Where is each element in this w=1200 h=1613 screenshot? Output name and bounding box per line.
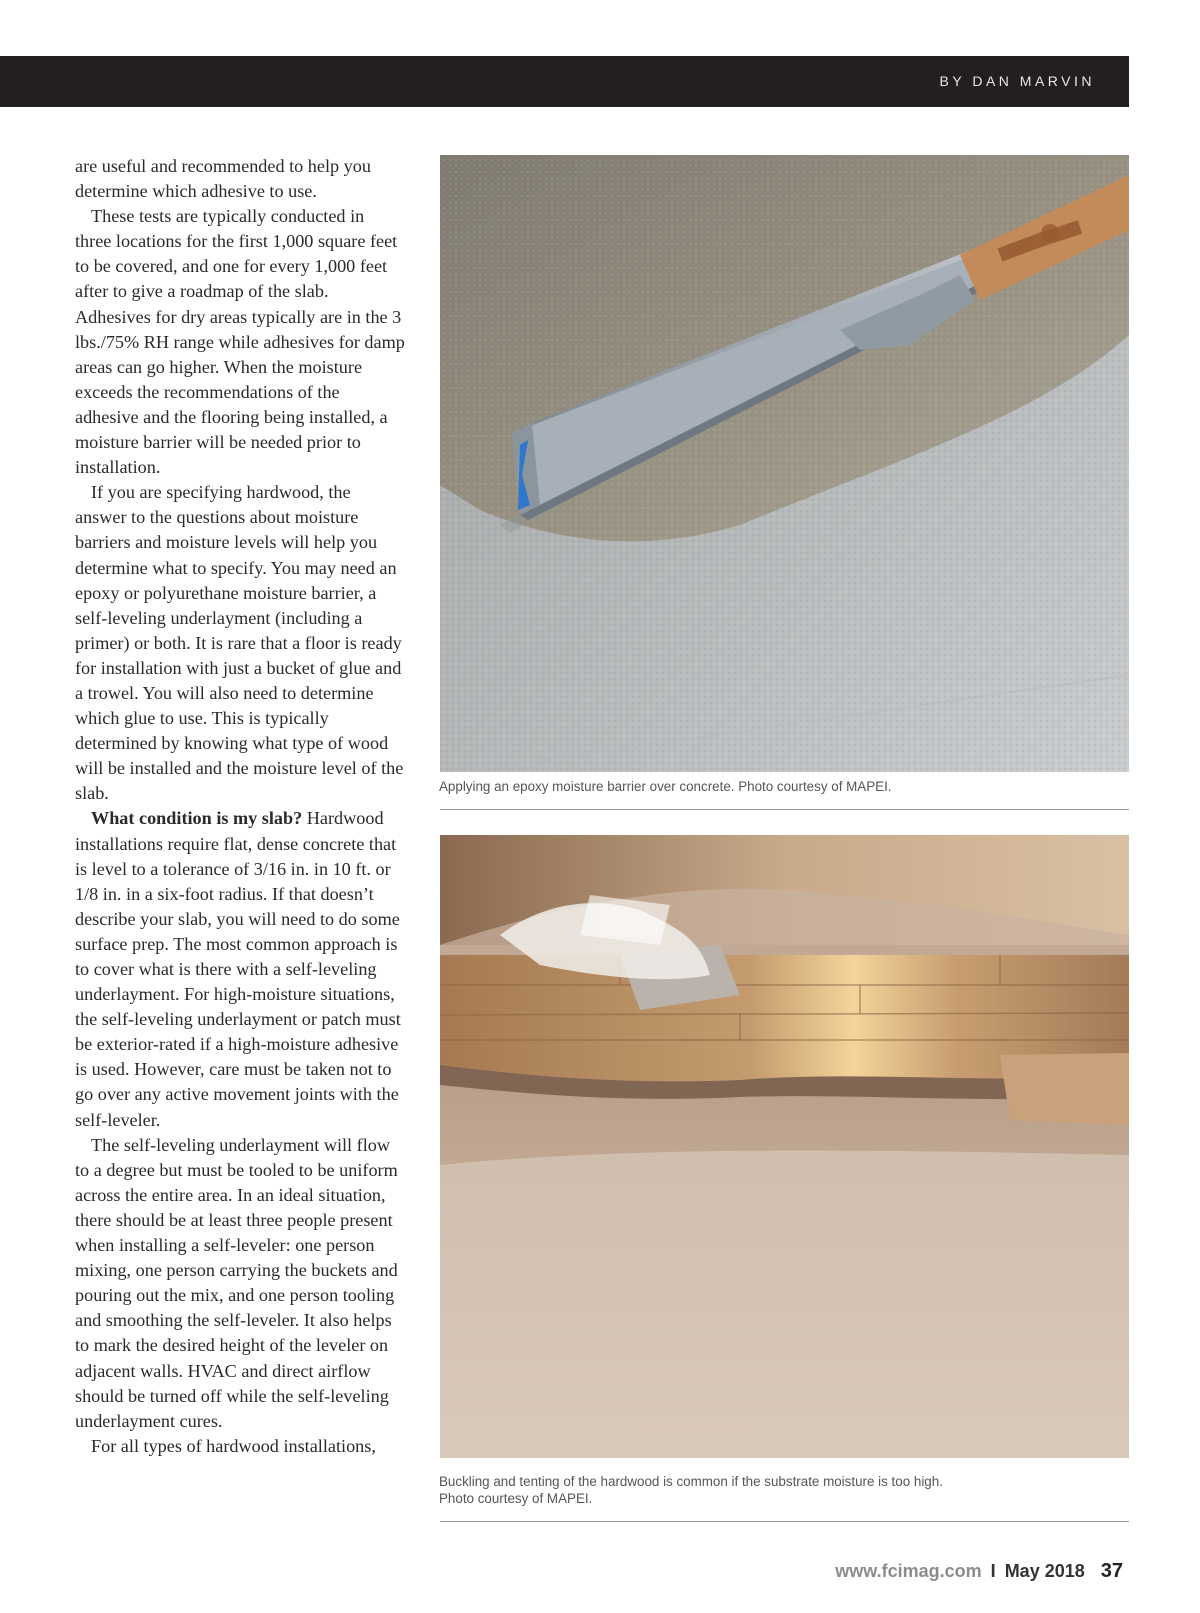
buckled-hardwood-photo <box>440 835 1129 1458</box>
byline: BY DAN MARVIN <box>939 73 1095 89</box>
subhead-paragraph: Hardwood installations require flat, dense concrete that is level to a tolerance of 3/16 in. in 10 ft. or 1/8 in. in a six-foot radius. If that doesn’t describe your slab, you will need to do some surface prep. The most common approach is to cover what is there with a self-leveling underlayment. For high-moisture situations, the self-leveling underlayment or patch must be exterior-rated if a high-moisture adhesive is used. However, care must be taken not to go over any active movement joints with the self-leveler. <box>75 808 401 1130</box>
issue-date: May 2018 <box>1004 1561 1085 1581</box>
paragraph: For all types of hardwood installations, <box>91 1435 376 1456</box>
footer-separator: I <box>990 1561 996 1581</box>
paragraph <box>75 806 405 1132</box>
article-body <box>75 154 405 1459</box>
page-number: 37 <box>1100 1560 1123 1582</box>
paragraph: These tests are typically conducted in three locations for the first 1,000 square feet to be covered, and one for every 1,000 feet after to give a roadmap of the slab. Adhesives for dry areas typically are in the 3 lbs./75% RH range while adhesives for damp areas can go higher. When the moisture exceeds the recommendations of the adhesive and the flooring being installed, a moisture barrier will be needed prior to installation. <box>75 206 405 478</box>
header-bar <box>0 56 1129 107</box>
page-footer <box>835 1560 1123 1583</box>
epoxy-barrier-photo <box>440 155 1129 772</box>
caption-line: Buckling and tenting of the hardwood is common if the substrate moisture is too high. <box>439 1474 943 1489</box>
caption-divider <box>440 1521 1129 1522</box>
website-url[interactable]: www.fcimag.com <box>835 1561 982 1581</box>
subhead: What condition is my slab? <box>91 808 303 829</box>
paragraph: The self-leveling underlayment will flow to a degree but must be tooled to be uniform across the entire area. In an ideal situation, there should be at least three people present when installing a self-leveler: one person mixing, one person carrying the buckets and pouring out the mix, and one person tooling and smoothing the self-leveler. It also helps to mark the desired height of the leveler on adjacent walls. HVAC and direct airflow should be turned off while the self-leveling underlayment cures. <box>75 1134 398 1431</box>
caption-line: Photo courtesy of MAPEI. <box>439 1491 593 1506</box>
photo-caption: Applying an epoxy moisture barrier over concrete. Photo courtesy of MAPEI. <box>439 779 892 794</box>
paragraph: If you are specifying hardwood, the answer to the questions about moisture barriers and moisture levels will help you determine what to specify. You may need an epoxy or polyurethane moisture barrier, a self-leveling underlayment (including a primer) or both. It is rare that a floor is ready for installation with just a bucket of glue and a trowel. You will also need to determine which glue to use. This is typically determined by knowing what type of wood will be installed and the moisture level of the slab. <box>75 482 404 804</box>
caption-divider <box>440 809 1129 810</box>
photo-caption <box>439 1473 999 1507</box>
paragraph: are useful and recommended to help you determine which adhesive to use. <box>75 156 371 202</box>
